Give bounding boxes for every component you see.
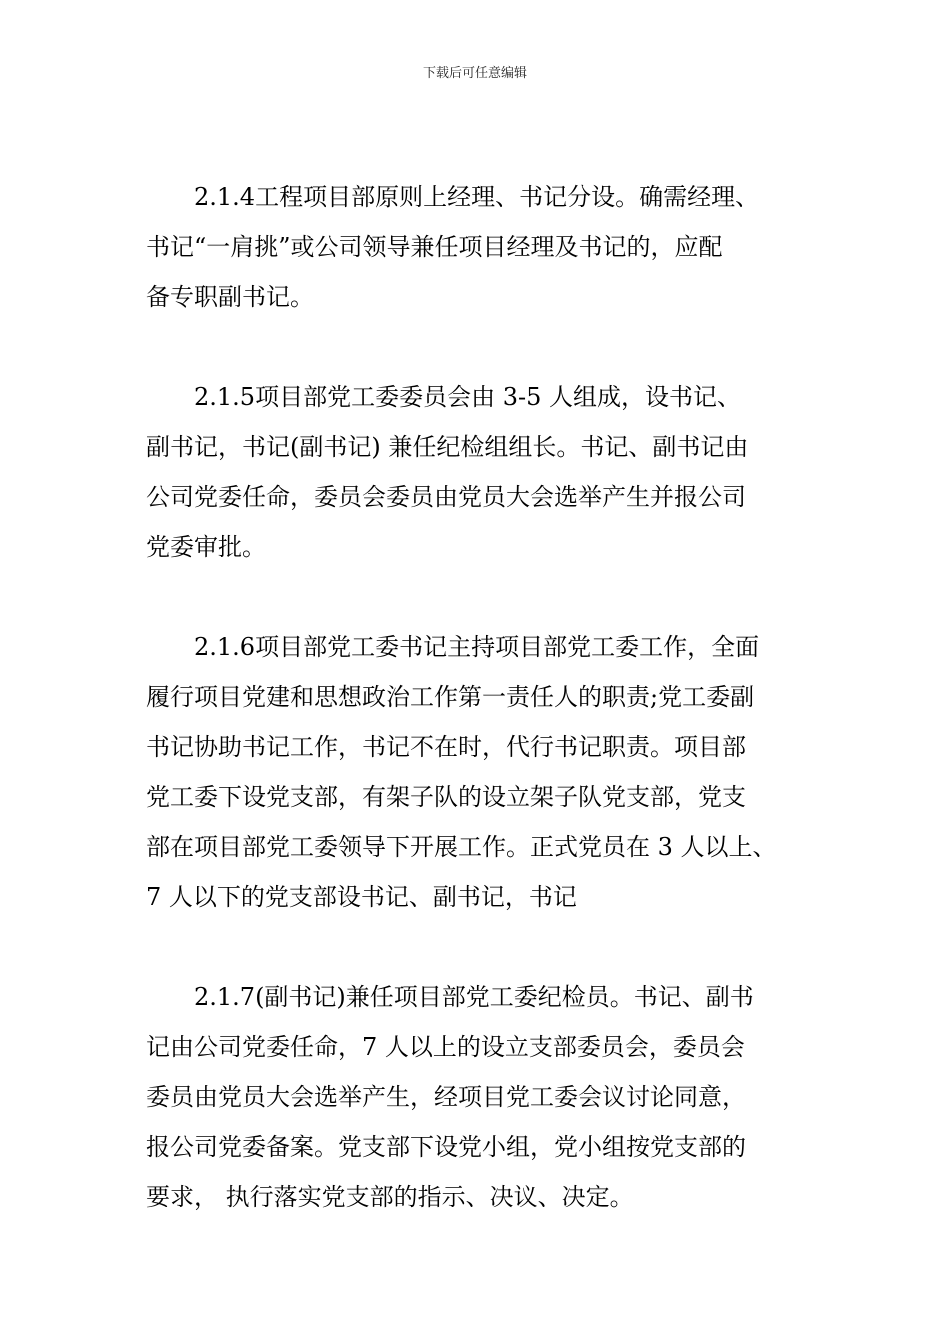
- paragraph-2-1-4: 2.1.4工程项目部原则上经理、书记分设。确需经理、 书记“一肩挑”或公司领导兼任项目经理及书记的，应配 备专职副书记。: [146, 183, 760, 311]
- paragraph-2-1-6: 2.1.6项目部党工委书记主持项目部党工委工作，全面 履行项目党建和思想政治工作第一责任人的职责;党工委副 书记协助书记工作，书记不在时，代行书记职责。项目部 党工委下设党支部，有架子队的设立架子队党支部，党支 部在项目部党工委领导下开展工作。正式党员在 3 人以上、 7 人以下的党支部设书记、副书记，书记: [146, 633, 777, 911]
- paragraph-2-1-5: 2.1.5项目部党工委委员会由 3-5 人组成，设书记、 副书记，书记(副书记) 兼任纪检组组长。书记、副书记由 公司党委任命，委员会委员由党员大会选举产生并报公司 党委审批。: [146, 383, 749, 561]
- document-body: [146, 172, 811, 1222]
- page-header: 下载后可任意编辑: [422, 66, 527, 81]
- paragraph-2-1-7: 2.1.7(副书记)兼任项目部党工委纪检员。书记、副书 记由公司党委任命，7 人以上的设立支部委员会，委员会 委员由党员大会选举产生，经项目党工委会议讨论同意， 报公司党委备案。党支部下设党小组，党小组按党支部的 要求， 执行落实党支部的指示、决议、决定。: [146, 983, 754, 1211]
